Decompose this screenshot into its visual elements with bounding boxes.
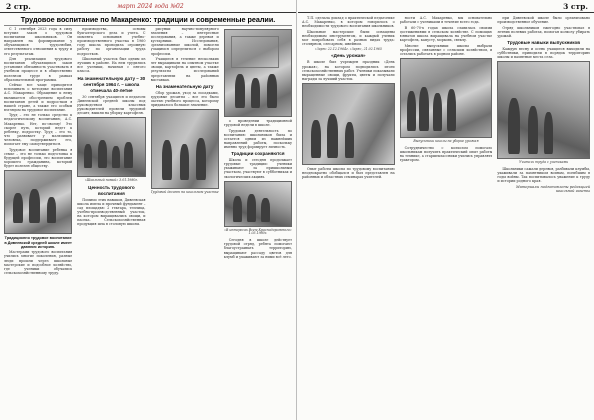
section-heading: На знаменательную дату – 30 сентября 1964 г. – школа отмечала 40-летие <box>77 75 146 93</box>
left-col-2 <box>77 27 145 416</box>
paragraph: Т.П. сделала доклад о практической педагогике А.С. Макаренко, в котором говорилось о необходимости трудового воспитания школьников. <box>302 16 395 29</box>
paragraph: Сегодня в школе действует трудовой отряд, ребята помогают благоустраивать территорию, выращивают рассаду цветов для клумб и ухаживают за ними всё лето. <box>223 238 292 259</box>
archive-photo-graduates <box>400 58 493 138</box>
paragraph: Каждую весну и осень учащиеся выходили на субботники, приводили в порядок территорию школы и памятные места села. <box>497 46 591 60</box>
section-heading: На знаменательную дату <box>155 83 214 89</box>
section-heading: Ценность трудового воспитания <box>88 184 135 196</box>
paragraph: 30 сентября учащиеся и педагоги Дивеевской средней школы под руководством классных руководителей провели трудовой десант, вышли на уборку картофеля. <box>77 94 146 115</box>
section-heading: Традиции сохраняются <box>231 151 285 157</box>
archive-photo-harvest <box>302 83 395 165</box>
left-col-1 <box>4 27 72 416</box>
section-heading: Трудовые навыки выпускников <box>507 39 581 45</box>
right-page-header <box>298 0 594 13</box>
archive-photo-class <box>224 29 292 117</box>
right-columns <box>302 16 590 416</box>
photo-caption: Трудовой десант на школьном участке <box>150 190 219 195</box>
photo-caption: Выпускники школы на уборке урожая <box>413 138 479 143</box>
paragraph: Для реализации трудового воспитания обучающихся закон установил обязанность участвовать в учебном процессе и в общественно полезном труде в рамках образовательной программы. <box>4 57 73 82</box>
issue-label: март 2024 года №02 <box>117 2 184 10</box>
paragraph: В школе был учрежден праздник «День урожая», на котором подводились итоги сельскохозяйственных работ. Ученики показывали выращенные овощи, фрукты, цветы и получали награды за лучший участок. <box>302 60 395 81</box>
paragraph: Сбор урожая, уход за посадками, трудовые десанты – все это было частью учебного процесса, которому придавалось большое значение. <box>150 90 219 107</box>
section-heading: «День урожая» <box>331 53 366 59</box>
left-col-4 <box>224 27 292 416</box>
paragraph: рисунки научно-популярного значения – интересные исследования, а также деревья и кустарники. Исследования, организованные школой, помогли учащимся определиться с выбором профессии. <box>150 27 219 56</box>
right-col-2 <box>400 16 493 416</box>
paragraph: ности А.С. Макаренко, мы основательно работали с учениками в течение всего года. <box>399 16 493 25</box>
right-col-3 <box>497 16 590 416</box>
paragraph: Опыт работы школы по трудовому воспитанию неоднократно обобщался и был представлен на районных и областных семинарах учителей. <box>302 166 395 180</box>
photo-caption: «Школьный новый» 3.01.1980г. <box>84 178 139 182</box>
paragraph: Многие выпускники школы выбрали профессии, связанные с сельским хозяйством, и остались работать в родном районе. <box>399 43 493 56</box>
right-page <box>298 0 594 420</box>
archive-photo-teacher <box>497 61 590 159</box>
paragraph: производства, основы бухгалтерского дела и учета. С момента основания учебно-производственного участка в 1960 году школа проводила огромную работу по организации труда подростков. <box>77 27 146 56</box>
paragraph: при Дивеевской школе было организовано производственное обучение. <box>497 16 591 25</box>
paragraph: В 60-70-х годах школа славилась своими достижениями в сельском хозяйстве. С помощью юннатов школа выращивала на учебном участке картофель, капусту, морковь, свеклу. <box>399 25 493 42</box>
paragraph: Сейчас все чаще приходится вспоминать о методике воспитания А.С. Макаренко. Обращение к нему вызывается обострением проблем воспитания детей и подростков в нашей стране, а также его особым взглядом на трудовое воспитание. <box>4 83 73 112</box>
left-columns <box>4 27 292 416</box>
paragraph: Школа и сегодня продолжает трудовые традиции: ученики ухаживают за пришкольным участком, участвуют в субботниках и экологических акциях. <box>223 158 292 179</box>
source-caption: «Заря» 22.12.1964г. «Заря», 21.02.1965 <box>314 46 382 51</box>
photo-caption: Учитель труда с учениками <box>519 160 569 165</box>
article-headline: Трудовое воспитание по Макаренко: традиции и современные реалии. <box>4 13 292 26</box>
right-col-1 <box>302 16 395 416</box>
left-page-number: 2 стр. <box>6 1 31 11</box>
archive-photo-garden <box>151 109 219 189</box>
left-page-header <box>0 0 296 13</box>
paragraph: Отряд школьников ежегодно участвовал в летних полевых работах, помогая колхозу убирать урожай. <box>497 25 591 38</box>
archive-photo-team <box>224 181 292 227</box>
paragraph: Школьный участок был одним из лучших в районе. На нем трудились все ученики, начиная с пятого класса. <box>77 57 146 74</box>
paragraph: о проведении традиционной трудовой недели в школе. <box>223 119 292 128</box>
caption-title: Традиционно трудовое воспитание в Дивеевской средней школе имеет давнюю историю. <box>4 236 72 249</box>
paragraph: С 1 сентября 2023 года в силу вступил закон о трудовом воспитании школьников. Он направлен на формирование у обучающихся трудолюбия, ответственного отношения к труду и его результатам. <box>4 27 73 56</box>
paragraph: Школьники сажали деревья, разбивали клумбы, ухаживали за памятником воинам, погибшим в годы войны. Так воспитывалось уважение к труду и истории родного края. <box>497 167 591 184</box>
archive-photo-workshop <box>4 170 72 234</box>
photo-caption: «В интересах Всем Краснодорожного» 1.03.1980г. <box>224 227 292 236</box>
paragraph: Помимо этих навыков, Дивеевская школа имела и прочный фундамент – сад площадью 2 гектара, теплица, учебно-производственный участок, на котором выращивались овощи, и пасека. Сельскохозяйственная продукция шла в столовую школы. <box>77 197 146 227</box>
paragraph: Трудовая деятельность по воспитанию школьников была и остается одним из важнейших направлений работы, поскольку именно труд формирует личность. <box>223 128 292 150</box>
paragraph: Мастерами трудового воспитания учились многие поколения, разные люди прошли через школьные мастерские и подсобное хозяйство, где ученики обучались сельскохозяйственному труду. <box>4 250 73 275</box>
archive-photo-field <box>77 117 145 177</box>
paragraph: Трудовое воспитание ребенка в семье – это не только подготовка к будущей профессии, это воспитание хорошего гражданина, который будет полезен обществу. <box>4 147 73 168</box>
left-col-3 <box>151 27 219 416</box>
paragraph: Сотрудничество с колхозом помогало школьникам получить практический опыт работы на технике, а старшеклассники учились управлять трактором. <box>399 145 493 162</box>
paragraph: Школьные мастерские были оснащены необходимым инструментом, и каждый ученик мог попробовать себя в разных видах труда: столярном, слесарном, швейном. <box>302 29 395 47</box>
paragraph: Учащиеся в течение нескольких лет выращивали на опытном участке овощи, картофель и цветы, а также результаты исследований представляли на районных выставках. <box>150 57 219 82</box>
paragraph: Труд – это не только средство к педагогическому воспитанию, А.С. Макаренко. Нет, по-своему! Это скорее путь, который ведет к ребенку, подростку. Труд – это то, что развивает у мальчишек человека, поддерживает его, помогает ему самоутвердиться. <box>4 113 73 147</box>
article-signature: Материалы подготовлены редакцией школьной газеты <box>516 184 591 194</box>
right-page-number: 3 стр. <box>563 1 588 11</box>
